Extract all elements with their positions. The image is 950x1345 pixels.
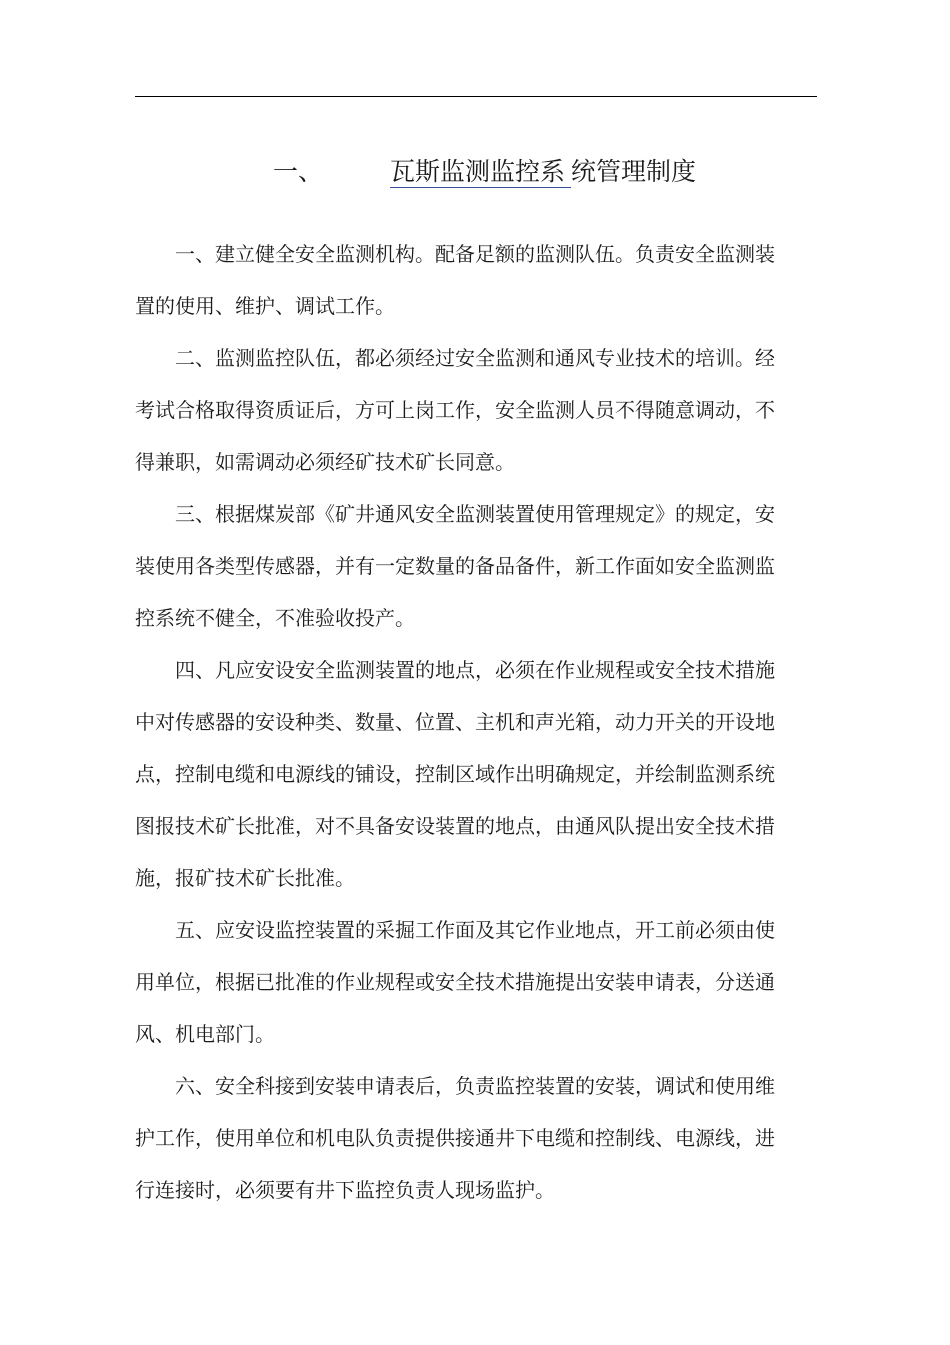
paragraph-3: 三、根据煤炭部《矿井通风安全监测装置使用管理规定》的规定，安装使用各类型传感器，并有一定数量的备品备件，新工作面如安全监测监控系统不健全，不准验收投产。 xyxy=(135,502,775,630)
paragraph-6: 六、安全科接到安装申请表后，负责监控装置的安装，调试和使用维护工作，使用单位和机电队负责提供接通井下电缆和控制线、电源线，进行连接时，必须要有井下监控负责人现场监护。 xyxy=(135,1074,775,1202)
paragraph-1: 一、建立健全安全监测机构。配备足额的监测队伍。负责安全监测装置的使用、维护、调试工作。 xyxy=(135,242,775,318)
title-number: 一、 xyxy=(273,157,324,186)
document-body xyxy=(135,228,775,1216)
title-rest: 统管理制度 xyxy=(571,157,697,186)
document-title xyxy=(0,152,950,192)
title-underlined-part: 瓦斯监测监控系 xyxy=(390,157,571,188)
paragraph-5: 五、应安设监控装置的采掘工作面及其它作业地点，开工前必须由使用单位，根据已批准的作业规程或安全技术措施提出安装申请表，分送通风、机电部门。 xyxy=(135,918,775,1046)
title-text xyxy=(390,152,696,192)
header-rule xyxy=(135,96,817,97)
paragraph-4: 四、凡应安设安全监测装置的地点，必须在作业规程或安全技术措施中对传感器的安设种类、数量、位置、主机和声光箱，动力开关的开设地点，控制电缆和电源线的铺设，控制区域作出明确规定，并绘制监测系统图报技术矿长批准，对不具备安设装置的地点，由通风队提出安全技术措施，报矿技术矿长批准。 xyxy=(135,658,775,890)
paragraph-2: 二、监测监控队伍，都必须经过安全监测和通风专业技术的培训。经考试合格取得资质证后，方可上岗工作，安全监测人员不得随意调动，不得兼职，如需调动必须经矿技术矿长同意。 xyxy=(135,346,775,474)
